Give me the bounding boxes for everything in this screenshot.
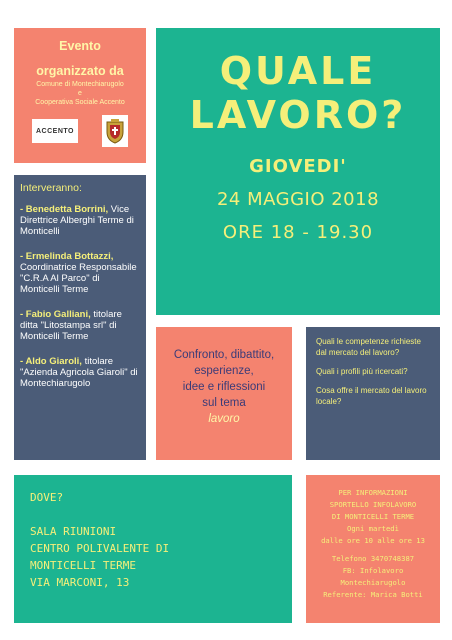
speaker-name: - Aldo Giaroli, xyxy=(20,356,82,367)
question-profili: Quali i profili più ricercati? xyxy=(316,367,408,376)
title-box xyxy=(156,28,440,315)
topics-line2: esperienze, xyxy=(194,365,254,377)
event-time: ORE 18 - 19.30 xyxy=(222,222,374,243)
speakers-heading: Interveranno: xyxy=(20,182,82,194)
speaker-desc: Vice Direttrice Alberghi Terme di Monticelli xyxy=(20,204,134,237)
info-office: SPORTELLO INFOLAVORO xyxy=(329,500,417,509)
location-room: SALA RIUNIONI xyxy=(30,525,117,538)
location-address: VIA MARCONI, 13 xyxy=(30,576,130,589)
organizer-line1: Evento xyxy=(59,39,101,53)
organizer-conjunction: e xyxy=(78,90,82,97)
speakers-box xyxy=(14,175,146,460)
organizer-box xyxy=(14,28,146,163)
event-day: GIOVEDI' xyxy=(249,156,347,177)
organizer-municipality: Comune di Montechiarugolo xyxy=(36,81,124,88)
speaker-name: - Fabio Galliani, xyxy=(20,309,91,320)
location-center: CENTRO POLIVALENTE DI xyxy=(30,542,170,555)
speaker-name: - Benedetta Borrini, xyxy=(20,204,109,215)
info-heading: PER INFORMAZIONI xyxy=(338,488,408,497)
speaker-desc: Coordinatrice Responsabile "C.R.A Al Parco" di Monticelli Terme xyxy=(20,262,137,295)
topics-line1: Confronto, dibattito, xyxy=(173,349,275,361)
topics-theme: lavoro xyxy=(208,413,240,425)
questions-box xyxy=(306,327,440,460)
topics-line4: sul tema xyxy=(202,397,246,409)
question-competenze: Quali le competenze richieste dal mercato del lavoro? xyxy=(316,337,421,357)
speaker-desc: titolare "Azienda Agricola Giaroli" di Montechiarugolo xyxy=(20,356,138,389)
accento-logo-text: ACCENTO xyxy=(36,127,74,135)
location-town: MONTICELLI TERME xyxy=(30,559,136,572)
info-office-town: DI MONTICELLI TERME xyxy=(331,512,415,521)
topics-box xyxy=(156,327,292,460)
location-label: DOVE? xyxy=(30,491,64,504)
event-title-line2: LAVORO? xyxy=(189,93,407,137)
speaker-desc: titolare ditta "Litostampa srl" di Monticelli Terme xyxy=(20,309,122,342)
info-box xyxy=(306,475,440,623)
accento-logo xyxy=(32,119,78,143)
location-box xyxy=(14,475,292,623)
municipal-crest-icon xyxy=(102,115,128,147)
info-hours: dalle ore 10 alle ore 13 xyxy=(321,536,425,545)
speaker-name: - Ermelinda Bottazzi, xyxy=(20,251,114,262)
speaker-entry xyxy=(20,309,140,342)
question-mercato-locale: Cosa offre il mercato del lavoro locale? xyxy=(316,386,427,406)
speaker-entry xyxy=(20,356,140,389)
info-facebook-page: Montechiarugolo xyxy=(340,578,406,587)
event-date: 24 MAGGIO 2018 xyxy=(216,189,380,210)
speaker-entry xyxy=(20,204,140,237)
organizer-cooperative: Cooperativa Sociale Accento xyxy=(35,99,125,106)
info-phone: Telefono 3470748387 xyxy=(331,554,415,563)
organizer-line2: organizzato da xyxy=(36,64,124,78)
info-facebook: FB: Infolavoro xyxy=(342,566,404,575)
speaker-entry xyxy=(20,251,140,295)
info-contact-person: Referente: Marica Botti xyxy=(323,590,423,599)
event-title-line1: QUALE xyxy=(219,49,377,93)
info-day: Ogni martedì xyxy=(347,524,399,533)
logos-row xyxy=(14,115,146,147)
topics-line3: idee e riflessioni xyxy=(182,381,266,393)
